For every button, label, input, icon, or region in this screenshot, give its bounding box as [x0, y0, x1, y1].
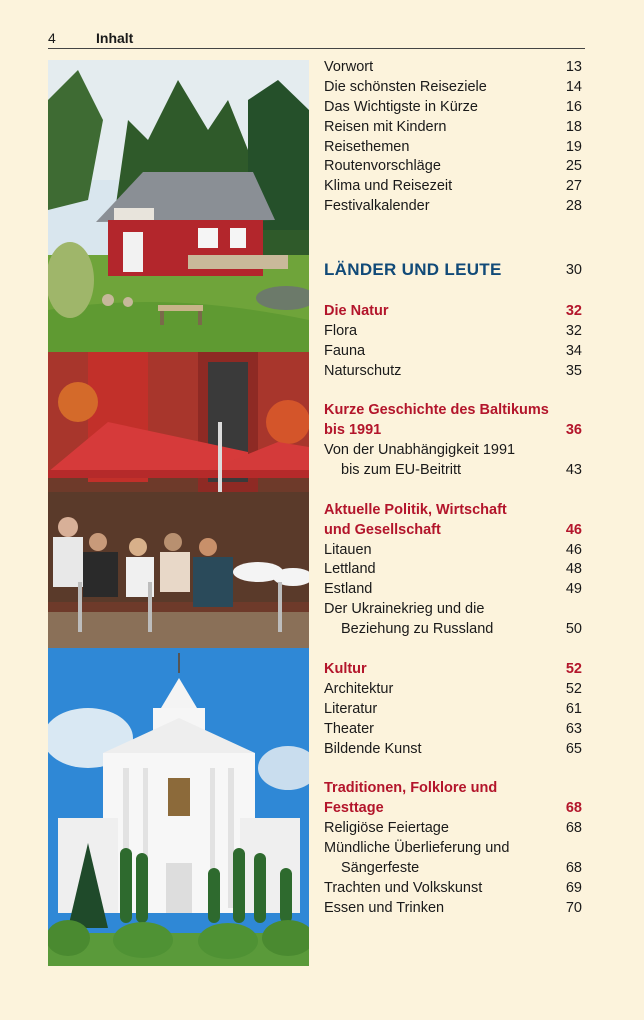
toc-entry-label: Vorwort [324, 59, 374, 75]
toc-entry-label: Die Natur [324, 302, 389, 319]
toc-entry-label: Naturschutz [324, 362, 402, 379]
toc-entry-label: Religiöse Feiertage [324, 820, 449, 837]
toc-entry[interactable] [324, 680, 582, 700]
toc-entry-label: Essen und Trinken [324, 899, 445, 916]
toc-section-heading[interactable] [324, 660, 582, 680]
page-title: Inhalt [96, 30, 134, 46]
white-baroque-church-photo [48, 648, 309, 966]
toc-entry-label: Estland [324, 581, 373, 598]
toc-section-heading[interactable] [324, 779, 582, 799]
toc-page-number: 63 [565, 720, 582, 737]
toc-page-number: 68 [565, 859, 582, 876]
toc-entry[interactable] [324, 441, 582, 461]
toc-page-number: 52 [565, 680, 582, 697]
toc-page-number: 70 [565, 899, 582, 916]
toc-entry-label: Literatur [324, 700, 378, 717]
toc-entry[interactable] [324, 118, 582, 138]
toc-entry-label: Sängerfeste [341, 859, 420, 876]
page-number: 4 [48, 30, 56, 46]
toc-entry[interactable] [324, 859, 582, 879]
toc-page-number: 49 [565, 581, 582, 598]
toc-entry-label: und Gesellschaft [324, 521, 441, 538]
toc-entry-label: Flora [324, 322, 358, 339]
toc-entry-label: Reisethemen [324, 138, 410, 155]
toc-entry[interactable] [324, 700, 582, 720]
toc-entry-label: bis zum EU-Beitritt [341, 462, 462, 479]
toc-page-number: 36 [565, 422, 582, 439]
toc-section-heading[interactable] [324, 501, 582, 521]
toc-entry-label: Traditionen, Folklore und [324, 780, 498, 797]
toc-page-number: 32 [565, 322, 582, 339]
toc-entry[interactable] [324, 322, 582, 342]
toc-page-number: 14 [565, 78, 582, 95]
toc-entry-label: Litauen [324, 541, 372, 558]
toc-page-number: 50 [565, 621, 582, 638]
toc-page-number: 69 [565, 879, 582, 896]
toc-section-heading[interactable] [324, 302, 582, 322]
toc-entry-label: Aktuelle Politik, Wirtschaft [324, 501, 507, 518]
toc-entry[interactable] [324, 197, 582, 217]
table-of-contents [324, 58, 582, 919]
toc-entry-label: Von der Unabhängigkeit 1991 [324, 442, 516, 459]
toc-page-number: 19 [565, 138, 582, 155]
toc-section-heading[interactable] [324, 799, 582, 819]
toc-entry-label: Festtage [324, 800, 384, 817]
toc-entry-label: Kultur [324, 660, 367, 677]
toc-page-number: 13 [565, 59, 582, 75]
toc-entry[interactable] [324, 58, 582, 78]
toc-page-number: 27 [565, 178, 582, 195]
toc-page-number: 25 [565, 158, 582, 175]
toc-entry[interactable] [324, 620, 582, 640]
toc-page-number: 28 [565, 198, 582, 215]
toc-entry[interactable] [324, 138, 582, 158]
toc-entry[interactable] [324, 560, 582, 580]
toc-entry[interactable] [324, 541, 582, 561]
toc-entry[interactable] [324, 879, 582, 899]
toc-section-heading[interactable] [324, 401, 582, 421]
toc-entry-label: Kurze Geschichte des Baltikums [324, 402, 549, 419]
toc-entry-label: Architektur [324, 680, 394, 697]
toc-page-number: 48 [565, 561, 582, 578]
toc-entry-label: Das Wichtigste in Kürze [324, 98, 478, 115]
toc-page-number: 35 [565, 362, 582, 379]
toc-entry[interactable] [324, 342, 582, 362]
toc-page-number: 65 [565, 740, 582, 757]
toc-section-heading[interactable] [324, 521, 582, 541]
toc-entry[interactable] [324, 740, 582, 760]
page-header [48, 30, 585, 49]
toc-entry-label: Routenvorschläge [324, 158, 441, 175]
toc-entry-label: Trachten und Volkskunst [324, 879, 483, 896]
toc-entry-label: Festivalkalender [324, 198, 430, 215]
toc-entry[interactable] [324, 600, 582, 620]
toc-page-number: 46 [565, 541, 582, 558]
toc-section-heading[interactable] [324, 421, 582, 441]
toc-entry[interactable] [324, 720, 582, 740]
toc-page-number: 68 [565, 820, 582, 837]
toc-page-number: 68 [565, 800, 582, 817]
toc-entry[interactable] [324, 78, 582, 98]
photo-column [48, 60, 309, 966]
red-wooden-house-photo [48, 60, 309, 352]
toc-page-number: 34 [565, 342, 582, 359]
toc-entry-label: Beziehung zu Russland [341, 621, 494, 638]
toc-entry-label: Mündliche Überlieferung und [324, 839, 510, 856]
toc-entry[interactable] [324, 580, 582, 600]
toc-page-number: 18 [565, 118, 582, 135]
street-cafe-photo [48, 352, 309, 648]
toc-page-number: 46 [565, 521, 582, 538]
toc-entry[interactable] [324, 157, 582, 177]
toc-entry-label: Bildende Kunst [324, 740, 422, 757]
toc-entry-label: Theater [324, 720, 374, 737]
toc-entry-label: Reisen mit Kindern [324, 118, 447, 135]
toc-page-number: 43 [565, 462, 582, 479]
toc-chapter-heading[interactable] [324, 258, 582, 282]
toc-page-number: 16 [565, 98, 582, 115]
toc-page-number: 61 [565, 700, 582, 717]
toc-entry-label: Der Ukrainekrieg und die [324, 601, 485, 618]
toc-page-number: 52 [565, 660, 582, 677]
toc-entry-label: LÄNDER UND LEUTE [324, 260, 502, 280]
toc-entry-label: bis 1991 [324, 422, 382, 439]
toc-entry-label: Lettland [324, 561, 376, 578]
toc-entry-label: Fauna [324, 342, 366, 359]
toc-entry[interactable] [324, 98, 582, 118]
toc-entry[interactable] [324, 461, 582, 481]
toc-entry-label: Klima und Reisezeit [324, 178, 453, 195]
toc-entry[interactable] [324, 899, 582, 919]
toc-page-number: 32 [565, 302, 582, 319]
toc-entry[interactable] [324, 362, 582, 382]
toc-entry[interactable] [324, 819, 582, 839]
toc-entry[interactable] [324, 839, 582, 859]
toc-page-number: 30 [565, 262, 582, 279]
toc-entry-label: Die schönsten Reiseziele [324, 78, 487, 95]
toc-entry[interactable] [324, 177, 582, 197]
